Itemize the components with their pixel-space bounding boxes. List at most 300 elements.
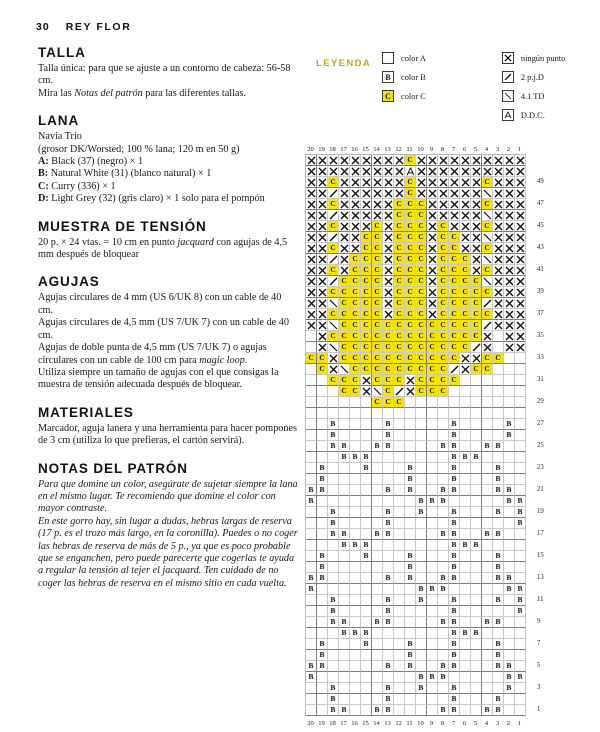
color-c-cell [416,353,427,364]
color-b-cell [460,452,471,463]
chart-column-label: 11 [406,719,413,727]
chart-cell-symbol: B [506,661,512,671]
color-c-cell [372,353,383,364]
color-b-cell [317,562,328,573]
chart-cell-symbol: B [418,672,424,682]
no-stitch-icon [515,155,526,166]
chart-cell-empty [328,485,339,496]
chart-cell-empty [350,595,361,606]
chart-cell-symbol: B [495,617,501,627]
chart-column-label: 7 [451,146,456,153]
color-b-cell [328,595,339,606]
no-stitch-icon [471,265,482,276]
no-stitch-icon [383,155,394,166]
chart-cell-empty [372,672,383,683]
chart-cell-empty [328,562,339,573]
chart-cell-symbol: C [440,276,446,286]
chart-cell-empty [317,672,328,683]
chart-cell-empty [405,507,416,518]
color-b-cell [449,694,460,705]
chart-column-label: 2 [506,146,511,153]
chart-cell-empty [493,397,504,408]
chart-column-label: 6 [462,719,467,727]
decrease-left-icon [372,386,383,397]
chart-cell-symbol: B [451,562,457,572]
chart-cell-empty [504,441,515,452]
chart-cell-empty [493,452,504,463]
chart-column-label: 20 [307,719,314,727]
legend-item [382,52,426,64]
color-c-cell [328,243,339,254]
chart-cell-empty [383,551,394,562]
color-b-cell [317,661,328,672]
chart-cell-symbol: B [506,683,512,693]
color-c-cell [471,309,482,320]
chart-cell-empty [339,661,350,672]
color-c-cell [438,342,449,353]
chart-row-label: 1 [537,706,541,713]
chart-cell-empty [471,562,482,573]
no-stitch-icon [383,309,394,320]
color-c-cell [350,309,361,320]
chart-cell-symbol: C [407,221,413,231]
chart-cell-empty [493,375,504,386]
chart-cell-empty [471,397,482,408]
no-stitch-icon [515,232,526,243]
color-b-cell [328,507,339,518]
no-stitch-icon [317,265,328,276]
chart-column-label: 8 [440,146,445,153]
chart-cell-empty [361,562,372,573]
chart-cell-symbol: B [330,595,336,605]
no-stitch-icon [361,386,372,397]
chart-cell-empty [427,573,438,584]
chart-cell-empty [394,584,405,595]
chart-cell-empty [515,661,526,672]
color-b-cell [383,606,394,617]
no-stitch-icon [493,210,504,221]
swatch-empty-icon [382,52,394,64]
chart-cell-symbol: B [330,518,336,528]
color-c-cell [405,331,416,342]
chart-cell-symbol: B [484,705,490,715]
chart-cell-symbol: B [440,441,446,451]
color-b-cell [383,529,394,540]
chart-row [306,463,526,474]
chart-cell-empty [515,683,526,694]
color-c-cell [460,265,471,276]
chart-column-label: 2 [506,719,511,727]
color-c-cell [339,331,350,342]
color-c-cell [361,298,372,309]
chart-cell-empty [383,650,394,661]
color-c-cell [405,232,416,243]
color-c-cell [372,232,383,243]
chart-cell-empty [504,551,515,562]
chart-row [306,661,526,672]
color-b-cell [361,452,372,463]
chart-cell-empty [328,463,339,474]
legend-item-label: D.D.C. [520,110,545,120]
color-c-cell [471,331,482,342]
decrease-left-icon [328,342,339,353]
chart-cell-symbol: C [407,254,413,264]
no-stitch-icon [372,188,383,199]
chart-cell-symbol: B [385,694,391,704]
chart-cell-empty [438,650,449,661]
chart-cell-empty [416,441,427,452]
chart-cell-symbol: C [418,265,424,275]
chart-cell-symbol: C [484,287,490,297]
chart-cell-empty [482,375,493,386]
chart-cell-symbol: C [396,309,402,319]
no-stitch-icon [306,188,317,199]
chart-cell-empty [394,595,405,606]
color-c-cell [416,276,427,287]
chart-cell-empty [504,397,515,408]
no-stitch-icon [493,177,504,188]
chart-cell-empty [427,650,438,661]
chart-cell-symbol: B [363,452,369,462]
chart-column-label: 16 [351,719,358,727]
decrease-right-icon [328,188,339,199]
chart-cell-empty [339,650,350,661]
chart-cell-empty [372,584,383,595]
color-c-cell [405,254,416,265]
chart-cell-symbol: B [495,650,501,660]
no-stitch-icon [350,232,361,243]
color-c-cell [328,309,339,320]
no-stitch-icon [317,309,328,320]
chart-cell-symbol: B [330,617,336,627]
chart-cell-empty [339,408,350,419]
chart-cell-empty [372,562,383,573]
color-b-cell [405,573,416,584]
chart-cell-empty [361,441,372,452]
chart-cell-empty [482,474,493,485]
section-agujas [38,274,298,391]
color-c-cell [339,353,350,364]
chart-cell-symbol: C [473,276,479,286]
color-c-cell [427,353,438,364]
color-c-cell [427,320,438,331]
chart-row [306,309,526,320]
chart-cell-symbol: C [440,342,446,352]
chart-cell-symbol: C [396,342,402,352]
chart-cell-symbol: B [385,606,391,616]
chart-cell-empty [372,474,383,485]
color-b-cell [361,463,372,474]
color-b-cell [438,705,449,716]
color-b-cell [328,606,339,617]
chart-cell-symbol: B [352,628,358,638]
chart-cell-symbol: C [440,353,446,363]
chart-cell-empty [460,595,471,606]
chart-cell-symbol: C [418,210,424,220]
chart-cell-empty [372,419,383,430]
no-stitch-icon [328,353,339,364]
color-b-cell [328,441,339,452]
section-paragraph: En este gorro hay, sin lugar a dudas, hebras largas de reserva (17 p. es el trozo más largo, en la coronilla). Puedes o no coger las hebras de reserva de más de 5 p., ya que es poco probable que se enganchen, pero puede parecerte que cogerlas te ayuda a regular la tensión al tejer el jacquard. Ten cuidado de no coger las hebras de reserva en el mismo sitio en cada vuelta. [38,515,298,589]
decrease-left-icon [482,232,493,243]
chart-cell-empty [438,595,449,606]
chart-cell-empty [504,694,515,705]
chart-cell-symbol: B [341,452,347,462]
color-b-cell [449,430,460,441]
chart-cell-symbol: C [418,309,424,319]
chart-cell-symbol: B [429,496,435,506]
color-c-cell [372,221,383,232]
no-stitch-icon [339,199,350,210]
no-stitch-icon [493,232,504,243]
slash-right-icon [502,71,514,83]
section-paragraph: Mira las Notas del patrón para las diferentes tallas. [38,87,246,99]
color-c-cell [394,342,405,353]
chart-cell-empty [493,342,504,353]
chart-cell-empty [350,430,361,441]
chart-cell-empty [493,419,504,430]
chart-column-label: 6 [462,146,467,153]
chart-cell-empty [416,628,427,639]
no-stitch-icon [438,166,449,177]
no-stitch-icon [515,221,526,232]
no-stitch-icon [460,353,471,364]
no-stitch-icon [317,177,328,188]
chart-cell-empty [350,672,361,683]
chart-cell-symbol: B [484,617,490,627]
color-c-cell [372,364,383,375]
color-c-cell [460,342,471,353]
no-stitch-icon [427,232,438,243]
chart-cell-symbol: B [451,650,457,660]
color-b-cell [339,540,350,551]
chart-cell-symbol: B [319,639,325,649]
chart-cell-empty [416,529,427,540]
chart-column-label: 17 [340,719,347,727]
chart-cell-symbol: B [418,595,424,605]
no-stitch-icon [493,155,504,166]
decrease-right-icon [482,298,493,309]
color-c-cell [350,375,361,386]
no-stitch-icon [317,221,328,232]
chart-cell-empty [515,529,526,540]
chart-cell-empty [372,639,383,650]
chart-column-label: 9 [429,146,434,153]
chart-cell-symbol: B [440,485,446,495]
chart-cell-empty [339,672,350,683]
color-c-cell [460,309,471,320]
no-stitch-icon [427,287,438,298]
legend-title: LEYENDA [316,58,372,69]
chart-cell-symbol: B [451,661,457,671]
chart-cell-symbol: C [440,243,446,253]
chart-cell-empty [460,661,471,672]
chart-cell-empty [427,683,438,694]
chart-cell-symbol: B [374,705,380,715]
chart-cell-symbol: C [396,287,402,297]
no-stitch-icon [493,298,504,309]
color-b-cell [328,419,339,430]
chart-cell-symbol: C [363,287,369,297]
color-c-cell [372,309,383,320]
chart-cell-empty [515,441,526,452]
chart-cell-empty [460,529,471,540]
chart-cell-empty [427,595,438,606]
chart-cell-symbol: B [495,529,501,539]
chart-cell-empty [339,507,350,518]
chart-cell-empty [306,705,317,716]
chart-cell-empty [394,452,405,463]
color-c-cell [361,287,372,298]
color-b-cell [449,562,460,573]
color-b-cell [493,573,504,584]
chart-cell-empty [515,397,526,408]
color-b-cell [383,507,394,518]
color-c-cell [372,320,383,331]
legend-item [502,109,565,121]
chart-cell-empty [306,507,317,518]
chart-cell-symbol: C [473,309,479,319]
color-b-cell [350,452,361,463]
chart-cell-symbol: C [363,342,369,352]
chart-cell-empty [361,419,372,430]
chart-cell-empty [306,419,317,430]
chart-cell-empty [438,518,449,529]
color-c-cell [482,243,493,254]
color-b-cell [383,617,394,628]
chart-cell-empty [482,551,493,562]
chart-cell-symbol: C [440,320,446,330]
chart-cell-empty [350,683,361,694]
chart-cell-empty [339,573,350,584]
chart-cell-empty [405,540,416,551]
no-stitch-icon [350,177,361,188]
chart-cell-symbol: C [374,232,380,242]
chart-cell-symbol: B [440,496,446,506]
chart-cell-empty [482,694,493,705]
color-b-cell [383,595,394,606]
section-paragraph: C: Curry (336) × 1 [38,180,116,192]
chart-row-label: 35 [537,332,544,339]
chart-cell-empty [427,463,438,474]
color-c-cell [405,221,416,232]
chart-cell-empty [350,551,361,562]
color-c-cell [427,331,438,342]
no-stitch-icon [383,243,394,254]
chart-cell-empty [372,540,383,551]
color-b-cell [328,617,339,628]
chart-cell-empty [438,639,449,650]
no-stitch-icon [361,210,372,221]
chart-row-label: 37 [537,310,544,317]
chart-cell-symbol: C [440,386,446,396]
chart-cell-empty [438,408,449,419]
chart-cell-symbol: B [341,529,347,539]
chart-cell-empty [460,485,471,496]
chart-cell-symbol: C [451,353,457,363]
chart-row-label: 47 [537,200,544,207]
color-c-cell [372,342,383,353]
color-c-cell [405,298,416,309]
chart-row [306,474,526,485]
color-b-cell [482,617,493,628]
chart-cell-symbol: B [517,595,523,605]
chart-cell-symbol: C [374,254,380,264]
color-c-cell [372,243,383,254]
chart-cell-symbol: C [385,342,391,352]
chart-cell-empty [416,617,427,628]
chart-row-label: 21 [537,486,544,493]
no-stitch-icon [306,287,317,298]
decrease-right-icon [328,210,339,221]
no-stitch-icon [504,309,515,320]
chart-cell-empty [515,485,526,496]
color-c-cell [328,221,339,232]
chart-cell-symbol: C [407,199,413,209]
chart-cell-empty [339,562,350,573]
color-c-cell [416,232,427,243]
color-c-cell [416,375,427,386]
decrease-right-icon [449,364,460,375]
color-c-cell [405,265,416,276]
color-c-cell [482,199,493,210]
color-c-cell [449,375,460,386]
chart-cell-symbol: C [341,342,347,352]
chart-cell-empty [339,683,350,694]
chart-cell-symbol: C [341,309,347,319]
chart-cell-empty [372,452,383,463]
color-c-cell [416,298,427,309]
chart-row [306,188,526,199]
chart-cell-empty [449,584,460,595]
chart-cell-empty [394,617,405,628]
chart-cell-symbol: C [352,375,358,385]
color-c-cell [339,309,350,320]
color-c-cell [361,309,372,320]
chart-cell-empty [471,661,482,672]
color-c-cell [361,364,372,375]
chart-cell-symbol: B [451,463,457,473]
chart-cell-symbol: B [407,551,413,561]
chart-cell-empty [383,463,394,474]
chart-cell-empty [317,540,328,551]
color-b-cell [504,419,515,430]
no-stitch-icon [515,254,526,265]
chart-cell-empty [317,694,328,705]
chart-cell-empty [482,485,493,496]
chart-cell-empty [306,441,317,452]
chart-cell-symbol: B [495,441,501,451]
legend-item [502,52,565,64]
no-stitch-icon [504,254,515,265]
chart-cell-symbol: B [363,540,369,550]
chart-column-label: 18 [329,146,336,153]
chart-cell-symbol: C [407,331,413,341]
no-stitch-icon [515,320,526,331]
color-c-cell [339,342,350,353]
no-stitch-icon [471,243,482,254]
chart-cell-empty [317,606,328,617]
no-stitch-icon [317,232,328,243]
chart-cell-symbol: B [451,606,457,616]
chart-cell-symbol: C [341,353,347,363]
color-b-cell [493,485,504,496]
no-stitch-icon [449,210,460,221]
color-b-cell [449,705,460,716]
chart-cell-empty [493,683,504,694]
no-stitch-icon [471,188,482,199]
chart-row [306,265,526,276]
